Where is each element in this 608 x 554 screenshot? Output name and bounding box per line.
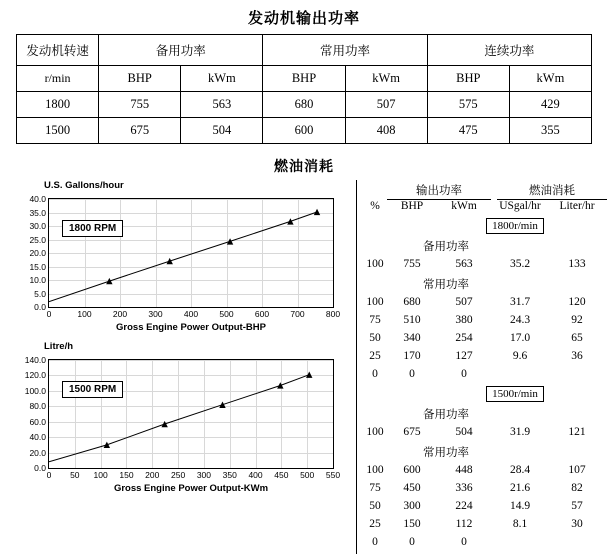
chart-2-rpm-badge: 1500 RPM <box>62 381 123 398</box>
x-axis-tick-label: 500 <box>300 470 315 480</box>
chart-series <box>49 360 333 468</box>
subheader-1: kWm <box>181 66 263 92</box>
cell-value: 504 <box>181 118 263 144</box>
cell-kwm: 336 <box>455 482 473 494</box>
cell-value: 475 <box>427 118 509 144</box>
group-label-text: 备用功率 <box>423 241 469 253</box>
chart-series <box>49 199 333 307</box>
x-axis-tick-label: 0 <box>46 309 52 319</box>
cell-usgal: 21.6 <box>509 482 531 494</box>
chart-2-plot-area <box>24 355 341 480</box>
cell-literhr: 133 <box>568 258 586 270</box>
cell-usgal: 28.4 <box>509 464 531 476</box>
y-axis-tick-label: 5.0 <box>34 288 46 299</box>
cell-literhr: 65 <box>571 332 583 344</box>
header-group-0: 备用功率 <box>99 35 263 66</box>
power-type-group-label <box>363 406 607 426</box>
col-usgal: USgal/hr <box>499 200 541 212</box>
cell-bhp: 0 <box>409 536 415 548</box>
cell-kwm: 224 <box>455 500 473 512</box>
cell-bhp: 600 <box>403 464 421 476</box>
cell-value: 563 <box>181 92 263 118</box>
cell-kwm: 254 <box>455 332 473 344</box>
cell-percent: 75 <box>369 482 381 494</box>
cell-bhp: 450 <box>403 482 421 494</box>
x-axis-tick-label: 450 <box>274 470 289 480</box>
cell-bhp: 680 <box>403 296 421 308</box>
table-header-row <box>17 35 592 66</box>
group-label-text: 常用功率 <box>423 279 469 291</box>
table-row <box>363 482 607 500</box>
header-group-1: 常用功率 <box>263 35 427 66</box>
table-row <box>363 258 607 276</box>
subheader-2: BHP <box>263 66 345 92</box>
x-axis-tick-label: 50 <box>70 470 80 480</box>
y-axis-tick-label: 30.0 <box>29 221 46 231</box>
y-axis-tick-label: 15.0 <box>29 261 46 272</box>
cell-percent: 100 <box>366 296 384 308</box>
cell-kwm: 112 <box>455 518 473 530</box>
cell-usgal: 24.3 <box>509 314 531 326</box>
cell-value: 575 <box>427 92 509 118</box>
cell-bhp: 675 <box>403 426 421 438</box>
cell-percent: 25 <box>369 350 381 362</box>
cell-kwm: 507 <box>455 296 473 308</box>
y-axis-tick-label: 40.0 <box>29 432 46 443</box>
cell-value: 675 <box>99 118 181 144</box>
cell-value: 600 <box>263 118 345 144</box>
cell-bhp: 340 <box>403 332 421 344</box>
header-speed-unit: r/min <box>17 66 99 92</box>
cell-value: 408 <box>345 118 427 144</box>
table-row <box>363 464 607 482</box>
rpm-label: 1500r/min <box>486 386 544 402</box>
x-axis-tick-label: 200 <box>145 470 160 480</box>
engine-power-table <box>16 34 592 144</box>
col-literhr: Liter/hr <box>559 200 595 212</box>
x-axis-tick-label: 250 <box>170 470 186 480</box>
chart-1800rpm <box>8 180 348 335</box>
cell-kwm: 448 <box>455 464 473 476</box>
y-axis-tick-label: 100.0 <box>24 385 46 396</box>
data-table-group-headers <box>363 182 607 200</box>
fuel-consumption-table <box>356 180 607 554</box>
cell-value: 355 <box>509 118 591 144</box>
y-axis-tick-label: 140.0 <box>24 355 46 365</box>
cell-value: 429 <box>509 92 591 118</box>
cell-percent: 75 <box>369 314 381 326</box>
cell-value: 680 <box>263 92 345 118</box>
x-axis-tick-label: 700 <box>290 309 305 319</box>
cell-literhr: 92 <box>571 314 583 326</box>
cell-percent: 0 <box>372 536 378 548</box>
table-row <box>363 296 607 314</box>
table-row <box>363 332 607 350</box>
x-axis-tick-label: 800 <box>325 309 341 319</box>
y-axis-tick-label: 120.0 <box>24 370 46 381</box>
header-fuel-consumption: 燃油消耗 <box>497 182 607 200</box>
table-row <box>17 92 592 118</box>
cell-literhr: 82 <box>571 482 583 494</box>
x-axis-tick-label: 300 <box>196 470 211 480</box>
cell-literhr: 36 <box>571 350 583 362</box>
cell-percent: 25 <box>369 518 381 530</box>
chart-1-xaxis-title: Gross Engine Power Output-BHP <box>116 322 266 333</box>
x-axis-tick-label: 200 <box>112 309 128 319</box>
cell-value: 507 <box>345 92 427 118</box>
y-axis-tick-label: 60.0 <box>29 416 46 427</box>
y-axis-tick-label: 25.0 <box>29 234 46 245</box>
cell-usgal: 9.6 <box>512 350 528 362</box>
col-bhp: BHP <box>400 200 424 212</box>
rpm-section-header <box>363 386 607 406</box>
header-group-2: 连续功率 <box>427 35 591 66</box>
cell-value: 755 <box>99 92 181 118</box>
power-type-group-label <box>363 276 607 296</box>
cell-usgal: 14.9 <box>509 500 531 512</box>
fuel-consumption-title: 燃油消耗 <box>274 158 334 174</box>
cell-usgal: 35.2 <box>509 258 531 270</box>
power-type-group-label <box>363 444 607 464</box>
x-axis-tick-label: 0 <box>46 470 52 480</box>
cell-kwm: 563 <box>455 258 473 270</box>
cell-bhp: 510 <box>403 314 421 326</box>
data-table-body <box>363 218 607 554</box>
x-axis-tick-label: 500 <box>219 309 234 319</box>
rpm-label: 1800r/min <box>486 218 544 234</box>
cell-usgal: 17.0 <box>509 332 531 344</box>
chart-1-plot-area <box>29 194 341 319</box>
cell-literhr: 120 <box>568 296 586 308</box>
table-row <box>363 518 607 536</box>
header-speed: 发动机转速 <box>17 35 99 66</box>
y-axis-tick-label: 0.0 <box>34 463 46 473</box>
chart-1-unit-label: U.S. Gallons/hour <box>44 180 124 191</box>
y-axis-tick-label: 10.0 <box>29 275 46 285</box>
subheader-0: BHP <box>99 66 181 92</box>
table-row <box>363 368 607 386</box>
cell-bhp: 300 <box>403 500 421 512</box>
col-kwm: kWm <box>451 200 477 212</box>
subheader-5: kWm <box>509 66 591 92</box>
x-axis-tick-label: 150 <box>119 470 134 480</box>
cell-percent: 50 <box>369 332 381 344</box>
cell-percent: 50 <box>369 500 381 512</box>
y-axis-tick-label: 40.0 <box>29 194 46 204</box>
cell-bhp: 150 <box>403 518 421 530</box>
cell-usgal: 31.7 <box>509 296 531 308</box>
table-row <box>363 314 607 332</box>
cell-literhr: 57 <box>571 500 583 512</box>
cell-bhp: 170 <box>403 350 421 362</box>
table-row <box>17 118 592 144</box>
cell-kwm: 504 <box>455 426 473 438</box>
charts-column <box>8 180 354 554</box>
x-axis-tick-label: 300 <box>148 309 163 319</box>
chart-1500rpm <box>8 341 348 496</box>
y-axis-tick-label: 20.0 <box>29 248 46 258</box>
cell-percent: 100 <box>366 426 384 438</box>
cell-speed: 1500 <box>17 118 99 144</box>
cell-percent: 100 <box>366 258 384 270</box>
subheader-4: BHP <box>427 66 509 92</box>
cell-percent: 0 <box>372 368 378 380</box>
x-axis-tick-label: 100 <box>93 470 108 480</box>
power-type-group-label <box>363 238 607 258</box>
cell-literhr: 121 <box>568 426 586 438</box>
x-axis-tick-label: 350 <box>222 470 237 480</box>
x-axis-tick-label: 100 <box>77 309 92 319</box>
cell-kwm: 127 <box>455 350 473 362</box>
table-row <box>363 350 607 368</box>
table-row <box>363 536 607 554</box>
rpm-section-header <box>363 218 607 238</box>
subheader-3: kWm <box>345 66 427 92</box>
data-table-column-headers <box>363 200 607 218</box>
group-label-text: 常用功率 <box>423 447 469 459</box>
x-axis-tick-label: 550 <box>325 470 341 480</box>
table-row <box>363 500 607 518</box>
y-axis-tick-label: 80.0 <box>29 401 46 412</box>
chart-2-xaxis-title: Gross Engine Power Output-KWm <box>113 483 269 494</box>
y-axis-tick-label: 0.0 <box>34 302 46 312</box>
y-axis-tick-label: 35.0 <box>29 207 46 218</box>
cell-bhp: 0 <box>409 368 415 380</box>
chart-1-rpm-badge: 1800 RPM <box>62 220 123 237</box>
document-page <box>0 7 608 548</box>
table-row <box>363 426 607 444</box>
y-axis-tick-label: 20.0 <box>29 447 46 458</box>
header-output-power: 输出功率 <box>387 182 491 200</box>
cell-kwm: 0 <box>461 536 467 548</box>
lower-section <box>4 180 604 554</box>
cell-usgal: 31.9 <box>509 426 531 438</box>
cell-literhr: 107 <box>568 464 586 476</box>
x-axis-tick-label: 400 <box>183 309 199 319</box>
cell-bhp: 755 <box>403 258 421 270</box>
page-title: 发动机输出功率 <box>247 10 360 27</box>
x-axis-tick-label: 400 <box>248 470 263 480</box>
cell-speed: 1800 <box>17 92 99 118</box>
x-axis-tick-label: 600 <box>254 309 270 319</box>
cell-literhr: 30 <box>571 518 583 530</box>
cell-usgal: 8.1 <box>512 518 528 530</box>
cell-kwm: 0 <box>461 368 467 380</box>
col-percent: % <box>370 200 380 212</box>
cell-kwm: 380 <box>455 314 473 326</box>
chart-2-unit-label: Litre/h <box>44 341 74 352</box>
cell-percent: 100 <box>366 464 384 476</box>
table-subheader-row <box>17 66 592 92</box>
group-label-text: 备用功率 <box>423 409 469 421</box>
